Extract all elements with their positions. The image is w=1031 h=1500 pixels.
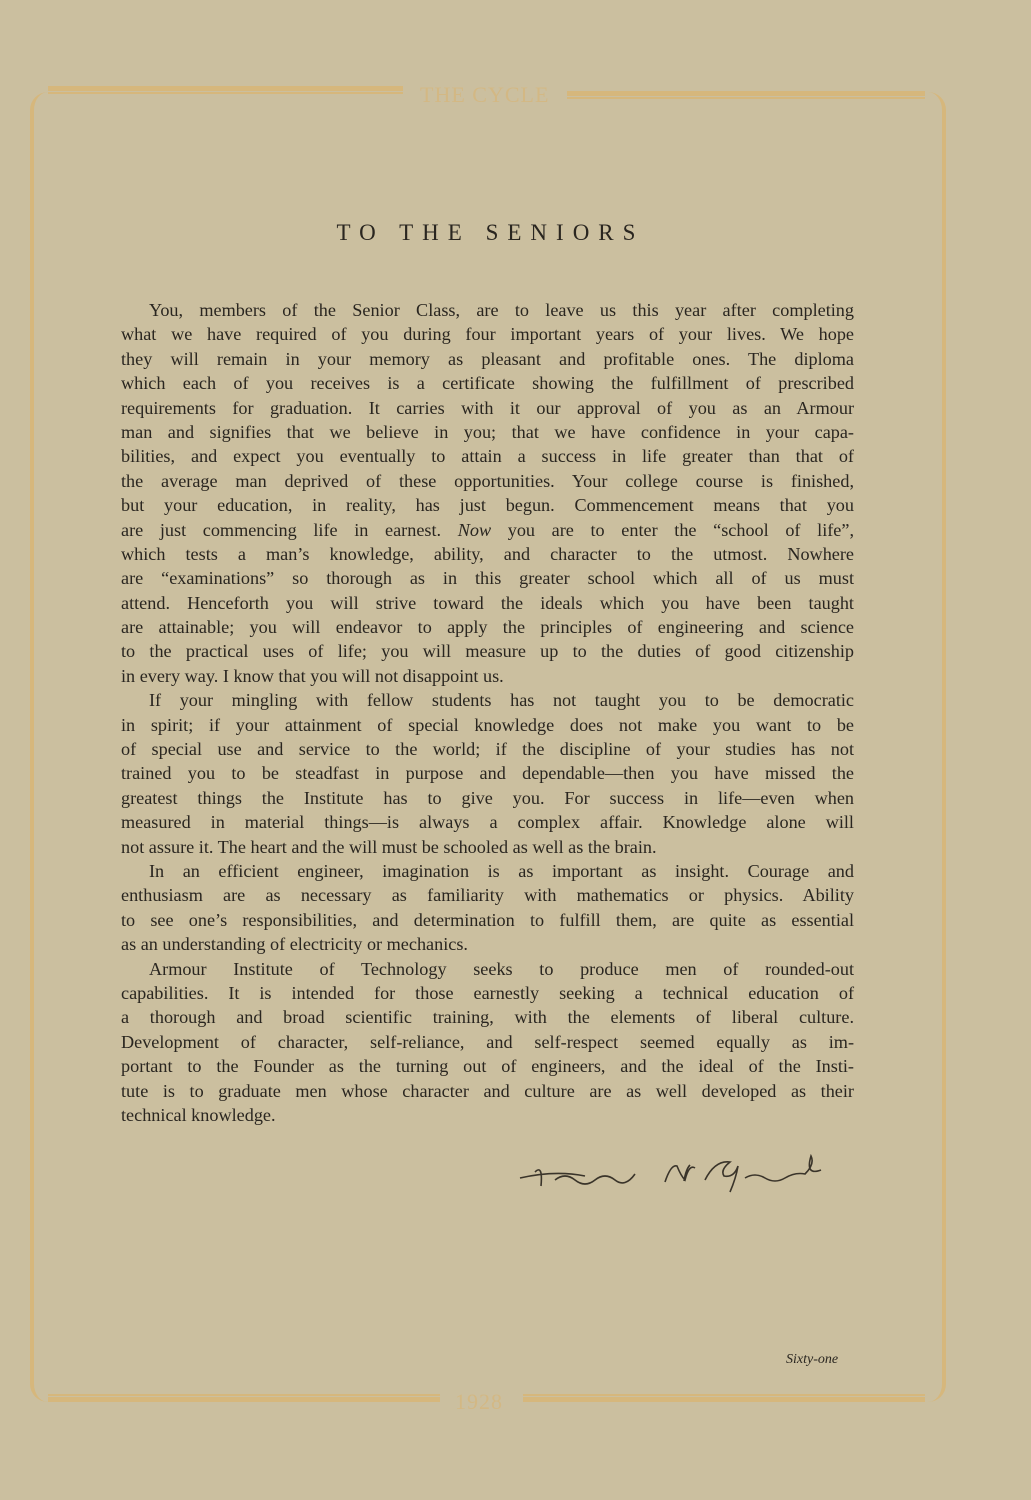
- header-rule-right: [567, 91, 925, 99]
- text-line: are attainable; you will endeavor to apply the principles of engineering and science: [121, 617, 854, 638]
- footer-rule-right: [523, 1394, 925, 1402]
- text-line: what we have required of you during four important years of your lives. We hope: [121, 324, 854, 345]
- text-line: capabilities. It is intended for those earnestly seeking a technical education of: [121, 982, 854, 1003]
- header-rule-left: [48, 86, 403, 94]
- text-line: tute is to graduate men whose character and culture are as well developed as their: [121, 1080, 854, 1101]
- text-line: technical knowledge.: [121, 1104, 276, 1125]
- text-line: a thorough and broad scientific training, with the elements of liberal culture.: [121, 1007, 854, 1028]
- text-line: Development of character, self-reliance, and self-respect seemed equally as im-: [121, 1031, 854, 1052]
- footer-year: 1928: [455, 1389, 503, 1414]
- letter-body: [121, 298, 854, 1127]
- text-line: but your education, in reality, has just begun. Commencement means that you: [121, 495, 854, 516]
- page-title: TO THE SENIORS: [336, 220, 645, 245]
- emphasis: Now: [457, 519, 492, 540]
- text-line: trained you to be steadfast in purpose and dependable—then you have missed the: [121, 763, 854, 784]
- text-line: If your mingling with fellow students has not taught you to be democratic: [149, 690, 854, 711]
- signature: [515, 1150, 835, 1210]
- text-line: man and signifies that we believe in you; that we have confidence in your capa-: [121, 421, 854, 442]
- text-line: which each of you receives is a certificate showing the fulfillment of prescribed: [121, 373, 854, 394]
- text-line: Armour Institute of Technology seeks to produce men of rounded-out: [149, 958, 854, 979]
- text-line: are “examinations” so thorough as in this greater school which all of us must: [121, 568, 854, 589]
- text-line: greatest things the Institute has to give you. For success in life—even when: [121, 787, 854, 808]
- text-line: of special use and service to the world; if the discipline of your studies has not: [121, 739, 854, 760]
- text-line: in every way. I know that you will not disappoint us.: [121, 665, 504, 686]
- text-line: not assure it. The heart and the will must be schooled as well as the brain.: [121, 836, 657, 857]
- running-title: THE CYCLE: [420, 82, 550, 107]
- text-line: requirements for graduation. It carries with it our approval of you as an Armour: [121, 397, 854, 418]
- text-line: You, members of the Senior Class, are to leave us this year after completing: [149, 300, 854, 320]
- text-line: measured in material things—is always a complex affair. Knowledge alone will: [121, 812, 854, 833]
- text-line: are just commencing life in earnest. Now you are to enter the “school of life”,: [121, 519, 854, 540]
- text-line: they will remain in your memory as pleasant and profitable ones. The diploma: [121, 348, 854, 369]
- page-number: Sixty-one: [786, 1352, 839, 1367]
- footer-rule-left: [48, 1394, 440, 1402]
- text-line: bilities, and expect you eventually to attain a success in life greater than that of: [121, 446, 854, 467]
- text-line: In an efficient engineer, imagination is as important as insight. Courage and: [149, 860, 854, 881]
- text-line: to see one’s responsibilities, and determination to fulfill them, are quite as essential: [121, 909, 854, 930]
- text-line: in spirit; if your attainment of special knowledge does not make you want to be: [121, 714, 854, 735]
- text-line: the average man deprived of these opportunities. Your college course is finished,: [121, 470, 854, 491]
- text-line: enthusiasm are as necessary as familiarity with mathematics or physics. Ability: [121, 885, 854, 906]
- text-line: to the practical uses of life; you will measure up to the duties of good citizenship: [121, 641, 854, 662]
- text-line: portant to the Founder as the turning out of engineers, and the ideal of the Insti-: [121, 1056, 854, 1077]
- text-line: as an understanding of electricity or mechanics.: [121, 934, 468, 955]
- text-line: which tests a man’s knowledge, ability, and character to the utmost. Nowhere: [121, 543, 854, 564]
- text-line: attend. Henceforth you will strive toward the ideals which you have been taught: [121, 592, 854, 613]
